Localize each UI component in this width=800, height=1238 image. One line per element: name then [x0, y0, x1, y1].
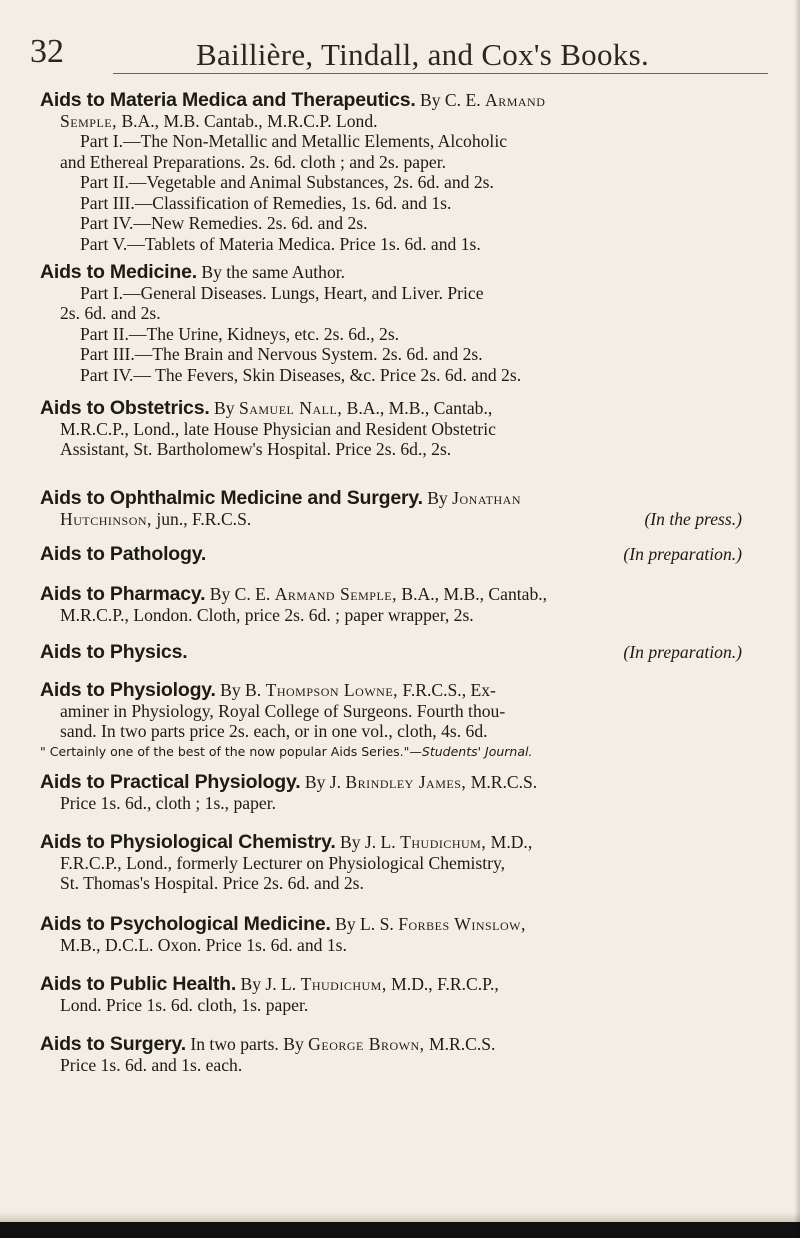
entry-materia-medica: Aids to Materia Medica and Therapeutics. By C. E. Armand Semple, B.A., M.B. Cantab., M.R.C.P. Lond. Part I.—The Non-Metallic and Metallic Elements, Alcoholic and Ethereal Preparations. 2s. 6d. cloth ; and 2s. paper. Part II.—Vegetable and Animal Substances, 2s. 6d. and 2s. Part III.—Classification of Remedies, 1s. 6d. and 1s. Part IV.—New Remedies. 2s. 6d. and 2s. Part V.—Tablets of Materia Medica. Price 1s. 6d. and 1s. [40, 90, 770, 254]
author-name: Thompson Lowne, [265, 680, 399, 700]
author-name: Thudichum, [400, 832, 487, 852]
entry-physics [40, 642, 770, 663]
entry-heading: Aids to Psychological Medicine. [40, 913, 331, 935]
part-line: and Ethereal Preparations. 2s. 6d. cloth ; and 2s. paper. [60, 151, 446, 172]
part-line: Part IV.— The Fevers, Skin Diseases, &c. Price 2s. 6d. and 2s. [80, 364, 522, 385]
part-line: Part V.—Tablets of Materia Medica. Price 1s. 6d. and 1s. [80, 233, 481, 254]
page-header [30, 33, 750, 77]
entry-heading: Aids to Medicine. [40, 261, 197, 283]
publication-status: (In preparation.) [623, 544, 742, 564]
part-line: Part IV.—New Remedies. 2s. 6d. and 2s. [80, 213, 368, 233]
author-name: George Brown, [308, 1034, 425, 1054]
publication-status: (In the press.) [644, 508, 742, 529]
author-name: Armand Semple, [274, 584, 398, 604]
part-line: Part I.—The Non-Metallic and Metallic Elements, Alcoholic [80, 131, 508, 151]
entry-heading: Aids to Practical Physiology. [40, 771, 301, 793]
entry-obstetrics: Aids to Obstetrics. By Samuel Nall, B.A., M.B., Cantab., M.R.C.P., Lond., late House Physician and Resident Obstetric Assistant, St. Bartholomew's Hospital. Price 2s. 6d., 2s. [40, 397, 496, 459]
quote-source: —Students' Journal. [409, 743, 533, 759]
part-line: Part III.—The Brain and Nervous System. 2s. 6d. and 2s. [80, 344, 483, 364]
entry-heading: Aids to Ophthalmic Medicine and Surgery. [40, 487, 423, 509]
author-name: Brindley James, [345, 772, 467, 792]
entry-heading: Aids to Physiology. [40, 679, 216, 701]
entry-heading: Aids to Pathology. [40, 543, 207, 565]
entry-heading: Aids to Surgery. [40, 1033, 186, 1055]
part-line: 2s. 6d. and 2s. [60, 303, 161, 323]
part-line: Part II.—The Urine, Kidneys, etc. 2s. 6d., 2s. [80, 323, 400, 344]
entry-pathology [40, 544, 770, 565]
publication-status: (In preparation.) [623, 642, 742, 662]
page-right-edge [794, 0, 800, 1238]
entry-surgery: Aids to Surgery. In two parts. By George Brown, M.R.C.S. Price 1s. 6d. and 1s. each. [40, 1033, 496, 1075]
part-line: Part II.—Vegetable and Animal Substances, 2s. 6d. and 2s. [80, 172, 494, 192]
entry-psychological-medicine: Aids to Psychological Medicine. By L. S. Forbes Winslow, M.B., D.C.L. Oxon. Price 1s. 6d. and 1s. [40, 913, 526, 955]
entry-heading: Aids to Obstetrics. [40, 397, 210, 419]
entry-public-health: Aids to Public Health. By J. L. Thudichum, M.D., F.R.C.P., Lond. Price 1s. 6d. cloth, 1s. paper. [40, 973, 499, 1015]
author-name: Armand [485, 90, 546, 110]
entry-heading: Aids to Physiological Chemistry. [40, 831, 336, 853]
page-bottom-shadow [0, 1212, 800, 1222]
entry-ophthalmic: Aids to Ophthalmic Medicine and Surgery. By Jonathan Hutchinson, jun., F.R.C.S. (In the press.) [40, 487, 742, 529]
entry-medicine: Aids to Medicine. By the same Author. Part I.—General Diseases. Lungs, Heart, and Liver. Price 2s. 6d. and 2s. Part II.—The Urine, Kidneys, etc. 2s. 6d., 2s. Part III.—The Brain and Nervous System. 2s. 6d. and 2s. Part IV.— The Fevers, Skin Diseases, &c. Price 2s. 6d. and 2s. [40, 262, 770, 385]
entry-heading: Aids to Materia Medica and Therapeutics. [40, 89, 416, 111]
author-name: Samuel Nall, [238, 398, 343, 418]
author-name: Jonathan [452, 488, 521, 508]
entry-heading: Aids to Physics. [40, 641, 188, 663]
page-bottom-edge [0, 1222, 800, 1238]
entry-practical-physiology: Aids to Practical Physiology. By J. Brindley James, M.R.C.S. Price 1s. 6d., cloth ; 1s., paper. [40, 771, 538, 813]
header-rule [113, 73, 768, 74]
page-number: 32 [30, 33, 64, 70]
part-line: Part I.—General Diseases. Lungs, Heart, and Liver. Price [80, 282, 484, 303]
entry-physiological-chemistry: Aids to Physiological Chemistry. By J. L. Thudichum, M.D., F.R.C.P., Lond., formerly Lecturer on Physiological Chemistry, St. Thomas's Hospital. Price 2s. 6d. and 2s. [40, 831, 533, 893]
entry-physiology: Aids to Physiology. By B. Thompson Lowne, F.R.C.S., Ex- aminer in Physiology, Royal College of Surgeons. Fourth thou- sand. In two parts price 2s. each, or in one vol., cloth, 4s. 6d. " Certainly one of the best of the now popular Aids Series."—Students' Journal. [40, 680, 770, 762]
author-name: Thudichum, [300, 974, 387, 994]
review-quote: " Certainly one of the best of the now popular Aids Series."—Students' Journal. [40, 743, 533, 759]
running-title: Baillière, Tindall, and Cox's Books. [196, 37, 649, 72]
part-line: Part III.—Classification of Remedies, 1s. 6d. and 1s. [80, 192, 452, 213]
entry-heading: Aids to Public Health. [40, 973, 237, 995]
entry-pharmacy: Aids to Pharmacy. By C. E. Armand Semple, B.A., M.B., Cantab., M.R.C.P., London. Cloth, price 2s. 6d. ; paper wrapper, 2s. [40, 583, 548, 625]
entry-heading: Aids to Pharmacy. [40, 583, 206, 605]
author-name: Forbes Winslow, [398, 914, 526, 934]
